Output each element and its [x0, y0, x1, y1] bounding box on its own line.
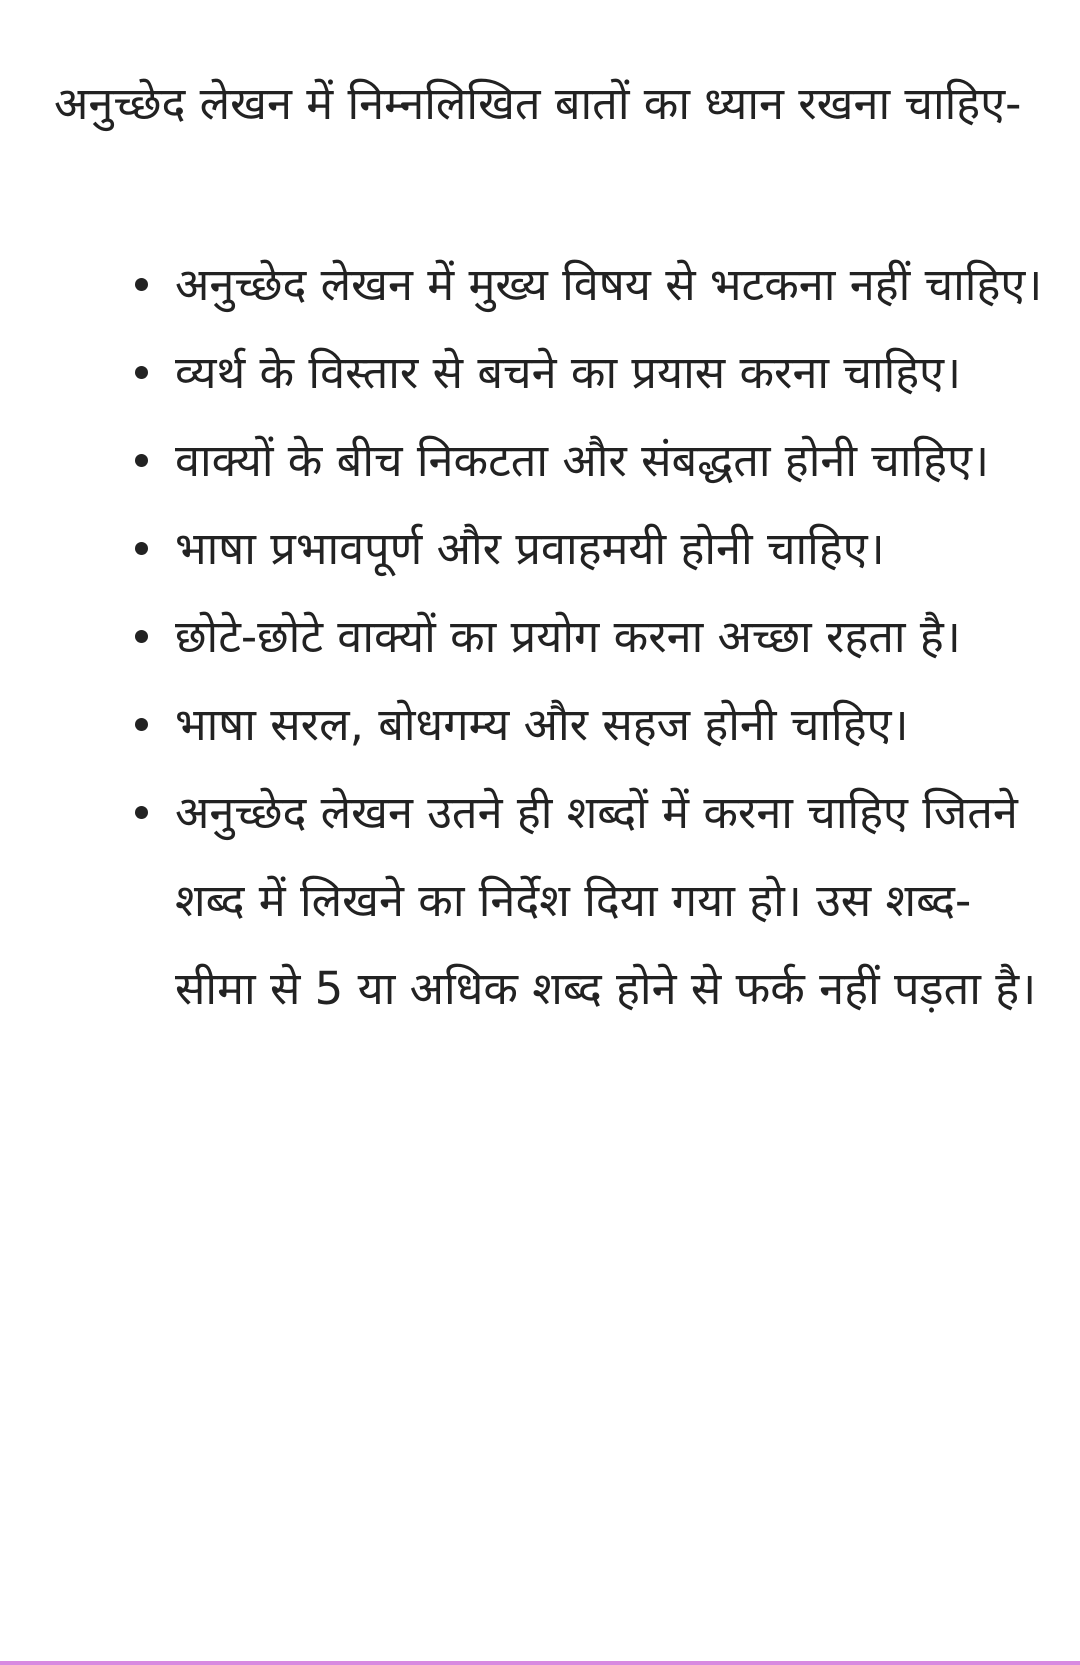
list-item-text: अनुच्छेद लेखन में मुख्य विषय से भटकना नहीं चाहिए। — [175, 258, 1043, 311]
list-item — [175, 329, 1044, 417]
list-item-text: भाषा सरल, बोधगम्य और सहज होनी चाहिए। — [175, 698, 909, 751]
points-list — [54, 241, 1044, 1033]
list-item-text: वाक्यों के बीच निकटता और संबद्धता होनी चाहिए। — [175, 434, 990, 487]
list-item — [175, 769, 1044, 1033]
list-item — [175, 417, 1044, 505]
bullet-icon — [135, 454, 148, 467]
bullet-icon — [135, 278, 148, 291]
bullet-icon — [135, 806, 148, 819]
list-item — [175, 593, 1044, 681]
bullet-icon — [135, 542, 148, 555]
bottom-divider — [0, 1661, 1080, 1665]
list-item — [175, 241, 1044, 329]
list-item — [175, 505, 1044, 593]
list-item — [175, 681, 1044, 769]
list-item-text: व्यर्थ के विस्तार से बचने का प्रयास करना चाहिए। — [175, 346, 962, 399]
list-item-text: अनुच्छेद लेखन उतने ही शब्दों में करना चाहिए जितने शब्द में लिखने का निर्देश दिया गया हो। उस शब्द-सीमा से 5 या अधिक शब्द होने से फर्क नहीं पड़ता है। — [175, 786, 1037, 1015]
bullet-icon — [135, 630, 148, 643]
intro-paragraph: अनुच्छेद लेखन में निम्नलिखित बातों का ध्यान रखना चाहिए- — [54, 77, 1022, 130]
list-item-text: भाषा प्रभावपूर्ण और प्रवाहमयी होनी चाहिए। — [175, 522, 885, 575]
bullet-icon — [135, 366, 148, 379]
list-item-text: छोटे-छोटे वाक्यों का प्रयोग करना अच्छा रहता है। — [175, 610, 961, 663]
article-body — [54, 60, 1044, 1033]
bullet-icon — [135, 718, 148, 731]
